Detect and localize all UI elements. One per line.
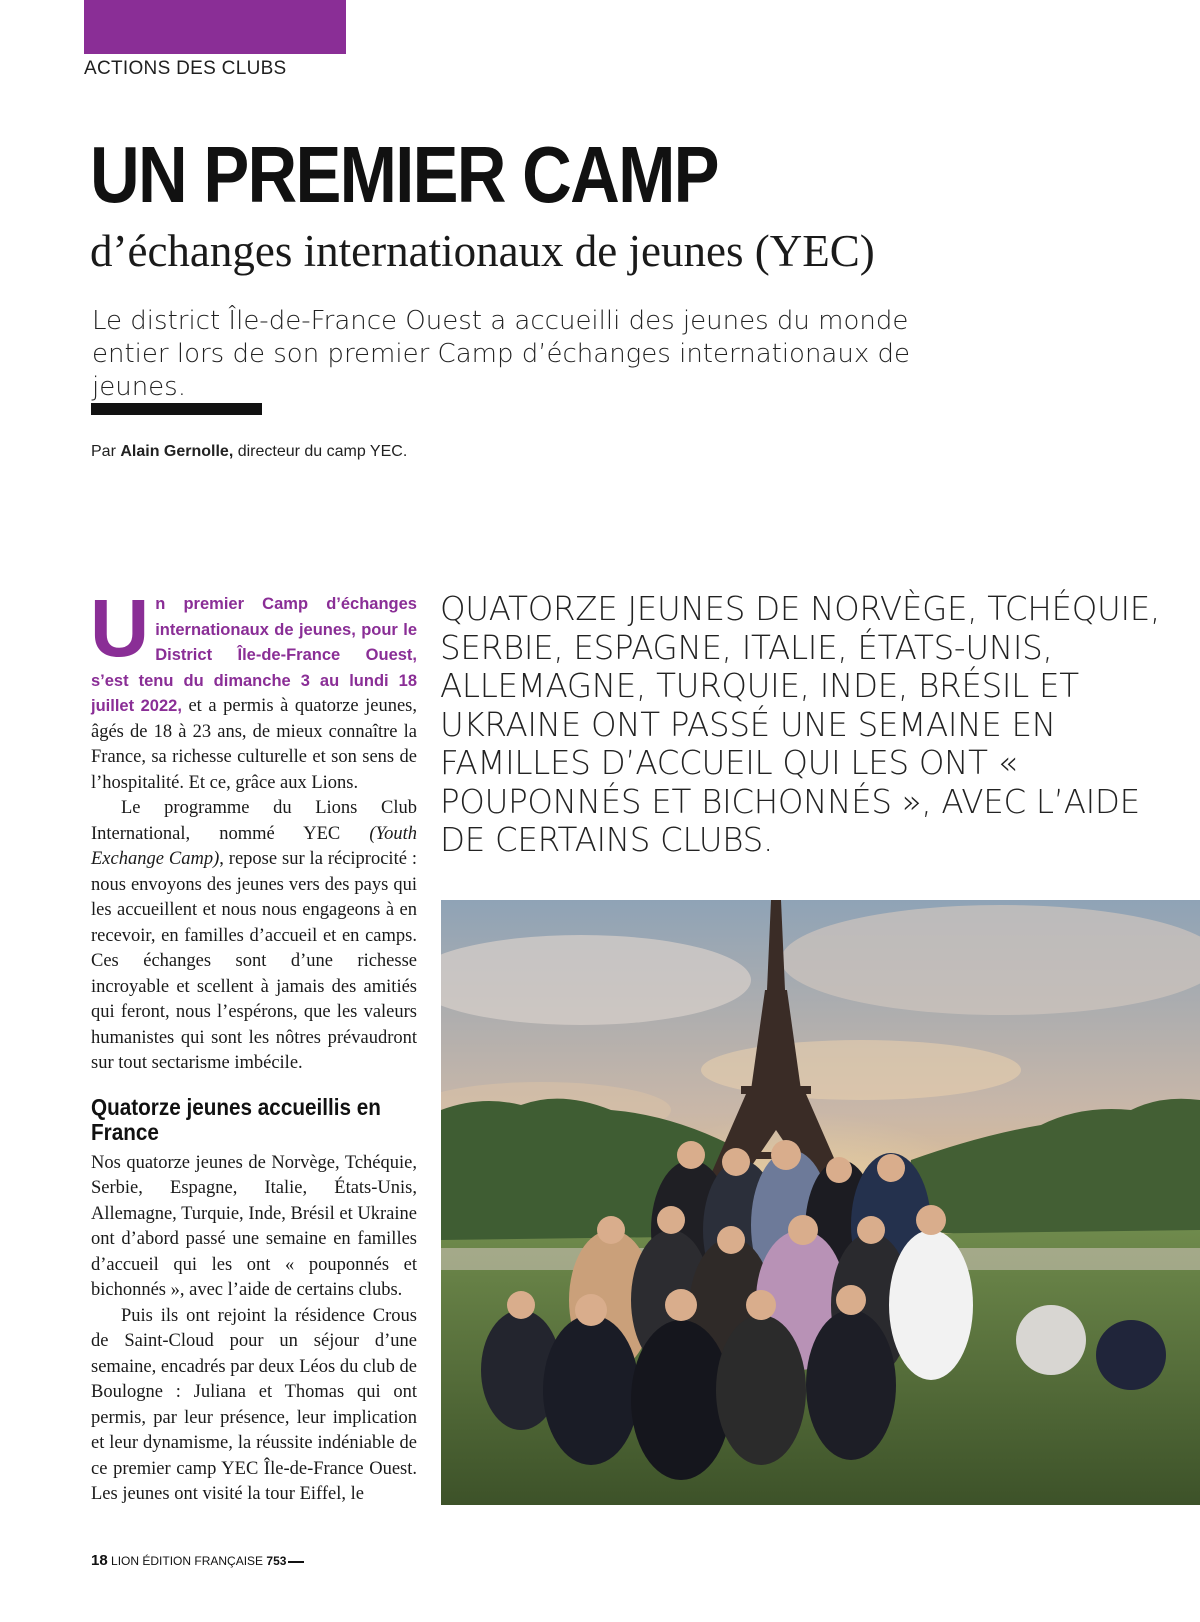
article-column	[90, 583, 417, 1508]
article-paragraph-2	[91, 796, 417, 1077]
subheadline: d’échanges internationaux de jeunes (YEC)	[90, 226, 875, 276]
byline-role: directeur du camp YEC.	[233, 443, 408, 460]
article-lede: n premier Camp d’échanges internationaux de jeunes, pour le District Île-de-France Ouest, s’est tenu du dimanche 3 au lundi 18 juillet 2022,	[91, 595, 417, 715]
page-footer	[91, 1552, 304, 1569]
standfirst: Le district Île-de-France Ouest a accueilli des jeunes du monde entier lors de son premier Camp d’échanges internationaux de jeunes.	[92, 306, 910, 402]
section-accent-bar	[84, 0, 346, 54]
article-paragraph-3: Nos quatorze jeunes de Norvège, Tchéquie, Serbie, Espagne, Italie, États-Unis, Allemagne, Turquie, Inde, Brésil et Ukraine ont d’abord passé une semaine en familles d’accueil qui les ont « pouponnés et bichonnés », avec l’aide de certains clubs.	[91, 1152, 417, 1300]
article-p2-rest: , repose sur la réciprocité : nous envoyons des jeunes vers des pays qui les accueillent et nous nous engageons à en recevoir, en familles d’accueil et en camps. Ces échanges sont d’une richesse incroyable et scellent à jamais des amitiés qui feront, nous l’espérons, que les valeurs humanistes qui sont les nôtres prévaudront sur tout sectarisme imbécile.	[91, 849, 417, 1073]
article-p1-rest: et a permis à quatorze jeunes, âgés de 18 à 23 ans, de mieux connaître la France, sa richesse culturelle et son sens de l’hospitalité. Et ce, grâce aux Lions.	[91, 696, 417, 793]
article-paragraph-1	[90, 583, 417, 796]
byline	[91, 443, 407, 461]
issue-number: 753	[266, 1554, 287, 1568]
seated-person	[1016, 1305, 1086, 1375]
article-p2-italic: (Youth Exchange Camp)	[91, 823, 417, 869]
byline-author: Alain Gernolle,	[120, 443, 234, 460]
article-subheading: Quatorze jeunes accueillis en France	[91, 1093, 381, 1145]
group-photo-eiffel-tower	[441, 900, 1200, 1505]
publication-name: LION ÉDITION FRANÇAISE	[107, 1554, 267, 1568]
pull-quote: QUATORZE JEUNES DE NORVÈGE, TCHÉQUIE, SERBIE, ESPAGNE, ITALIE, ÉTATS-UNIS, ALLEMAGNE, TURQUIE, INDE, BRÉSIL ET UKRAINE ONT PASSÉ UNE SEMAINE EN FAMILLES D’ACCUEIL QUI LES ONT « POUPONNÉS ET BICHONNÉS », AVEC L’AIDE DE CERTAINS CLUBS.	[440, 590, 1161, 859]
drop-cap: U	[90, 583, 150, 674]
page-number: 18	[91, 1552, 108, 1569]
seated-person	[1096, 1320, 1166, 1390]
section-label: ACTIONS DES CLUBS	[84, 58, 287, 79]
divider-rule	[91, 403, 262, 415]
footer-dash	[288, 1561, 304, 1563]
headline: UN PREMIER CAMP	[90, 130, 718, 219]
byline-prefix: Par	[91, 443, 121, 460]
article-p2-start: Le programme du Lions Club International, nommé YEC	[91, 798, 417, 844]
article-paragraph-4: Puis ils ont rejoint la résidence Crous de Saint-Cloud pour un séjour d’une semaine, encadrés par deux Léos du club de Boulogne : Juliana et Thomas qui ont permis, par leur présence, leur implication et leur dynamisme, la réussite indéniable de ce premier camp YEC Île-de-France Ouest. Les jeunes ont visité la tour Eiffel, le	[91, 1305, 417, 1504]
